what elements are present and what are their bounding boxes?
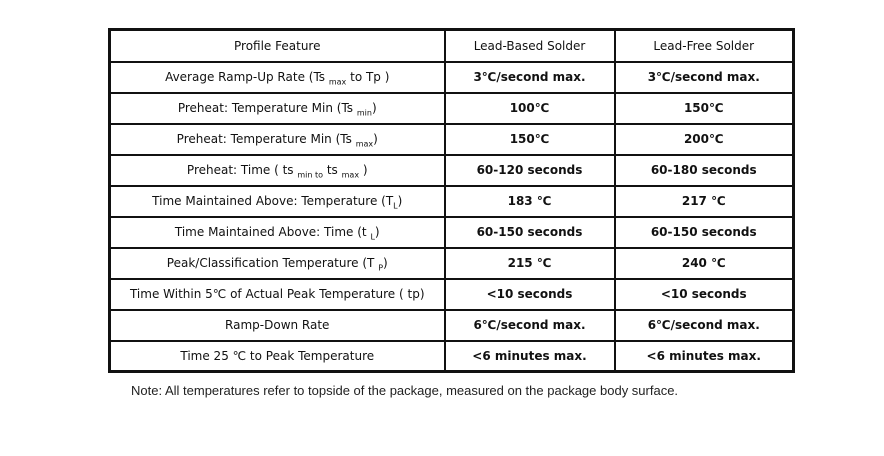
lead-based-value-cell: 183 ℃	[445, 186, 615, 217]
lead-based-value-cell: 60-150 seconds	[445, 217, 615, 248]
feature-subscript: L	[393, 201, 398, 211]
feature-text: Average Ramp-Up Rate (Ts	[165, 70, 329, 84]
feature-text: )	[397, 194, 403, 208]
feature-text: )	[383, 256, 388, 270]
feature-text: to Tp )	[346, 70, 390, 84]
profile-feature-cell	[110, 248, 445, 279]
table-row	[110, 93, 794, 124]
table-row	[110, 310, 794, 341]
feature-text: )	[371, 101, 377, 115]
feature-text: ts	[323, 163, 342, 177]
profile-feature-cell	[110, 62, 445, 93]
feature-text: Preheat: Temperature Min (Ts	[177, 101, 357, 115]
lead-based-value-cell: 215 ℃	[445, 248, 615, 279]
lead-free-value-cell: 60-180 seconds	[615, 155, 794, 186]
lead-free-value-cell: <6 minutes max.	[615, 341, 794, 372]
reflow-profile-table	[108, 28, 795, 373]
feature-text: )	[374, 225, 380, 239]
profile-feature-cell	[110, 279, 445, 310]
profile-feature-cell	[110, 341, 445, 372]
lead-based-value-cell: 3℃/second max.	[445, 62, 615, 93]
feature-text: Time Maintained Above: Temperature (T	[152, 194, 394, 208]
feature-text: )	[373, 132, 378, 146]
feature-subscript: L	[370, 232, 375, 242]
lead-free-value-cell: 217 ℃	[615, 186, 794, 217]
lead-based-value-cell: 100℃	[445, 93, 615, 124]
table-row	[110, 155, 794, 186]
feature-subscript: P	[378, 263, 384, 273]
feature-subscript: max	[341, 170, 360, 180]
lead-free-value-cell: <10 seconds	[615, 279, 794, 310]
table-footnote: Note: All temperatures refer to topside of the package, measured on the package body surface.	[131, 383, 679, 398]
table-body	[110, 62, 794, 372]
feature-text: Peak/Classification Temperature (T	[166, 256, 379, 270]
lead-based-value-cell: <6 minutes max.	[445, 341, 615, 372]
feature-subscript: min to	[297, 170, 324, 180]
header-lead-free-solder: Lead-Free Solder	[615, 30, 794, 62]
feature-subscript: max	[328, 77, 347, 87]
lead-based-value-cell: 150℃	[445, 124, 615, 155]
feature-subscript: max	[355, 139, 374, 149]
feature-text: )	[359, 163, 368, 177]
table-row	[110, 124, 794, 155]
table-row	[110, 62, 794, 93]
feature-text: Time 25 ℃ to Peak Temperature	[180, 348, 375, 363]
table-row	[110, 341, 794, 372]
lead-free-value-cell: 240 ℃	[615, 248, 794, 279]
profile-feature-cell	[110, 217, 445, 248]
lead-based-value-cell: 60-120 seconds	[445, 155, 615, 186]
lead-based-value-cell: <10 seconds	[445, 279, 615, 310]
profile-feature-cell	[110, 310, 445, 341]
feature-text: Ramp-Down Rate	[225, 318, 330, 332]
feature-text: Preheat: Time ( ts	[186, 163, 298, 177]
lead-based-value-cell: 6℃/second max.	[445, 310, 615, 341]
lead-free-value-cell: 3℃/second max.	[615, 62, 794, 93]
table-row	[110, 186, 794, 217]
lead-free-value-cell: 200℃	[615, 124, 794, 155]
profile-feature-cell	[110, 93, 445, 124]
feature-text: Time Within 5℃ of Actual Peak Temperature ( tp)	[129, 287, 425, 301]
feature-text: Preheat: Temperature Min (Ts	[176, 132, 356, 146]
header-profile-feature: Profile Feature	[110, 30, 445, 62]
lead-free-value-cell: 60-150 seconds	[615, 217, 794, 248]
profile-feature-cell	[110, 186, 445, 217]
profile-feature-cell	[110, 155, 445, 186]
lead-free-value-cell: 150℃	[615, 93, 794, 124]
feature-text: Time Maintained Above: Time (t	[174, 225, 371, 239]
table-row	[110, 279, 794, 310]
feature-subscript: min	[356, 108, 372, 118]
table-header-row	[110, 30, 794, 62]
table-row	[110, 248, 794, 279]
table-row	[110, 217, 794, 248]
profile-feature-cell	[110, 124, 445, 155]
lead-free-value-cell: 6℃/second max.	[615, 310, 794, 341]
header-lead-based-solder: Lead-Based Solder	[445, 30, 615, 62]
